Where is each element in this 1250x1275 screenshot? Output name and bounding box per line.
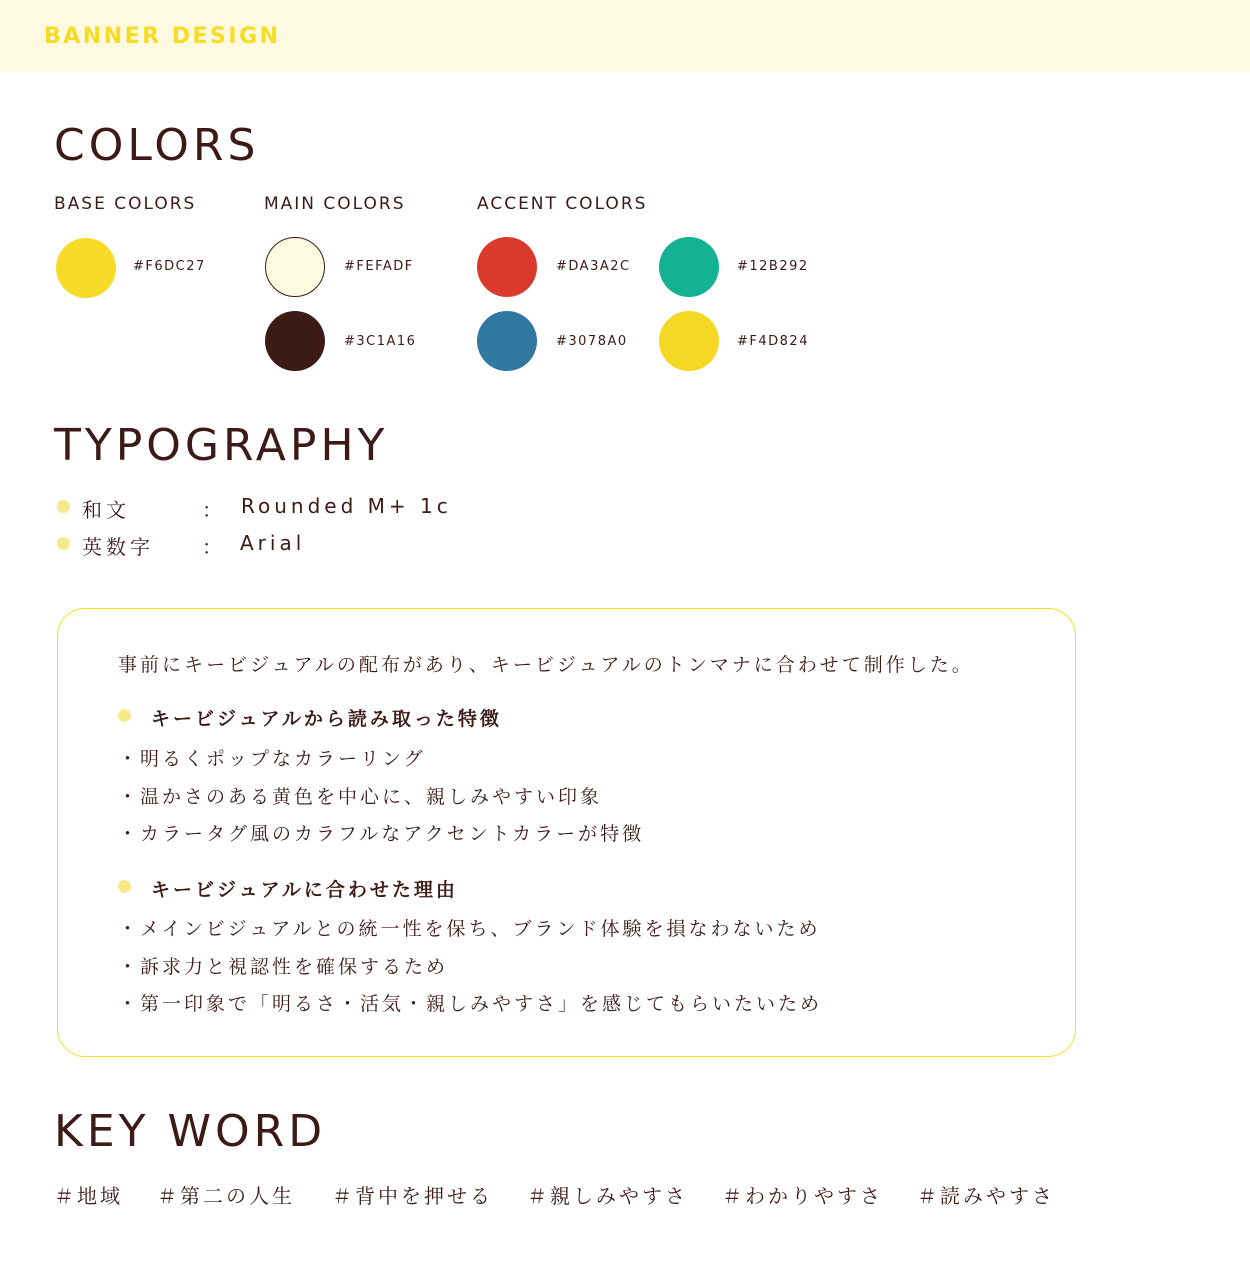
reason-item-1: ・メインビジュアルとの統一性を保ち、ブランド体験を損なわないため	[118, 918, 821, 940]
keyword-tag-4: ＃親しみやすさ	[527, 1184, 688, 1208]
typography-title: TYPOGRAPHY	[54, 420, 389, 471]
typography-sep-2: ：	[202, 535, 226, 559]
concept-intro: 事前にキービジュアルの配布があり、キービジュアルのトンマナに合わせて制作した。	[118, 654, 974, 676]
feature-item-3: ・カラータグ風のカラフルなアクセントカラーが特徴	[118, 823, 645, 845]
keyword-tag-6: ＃読みやすさ	[917, 1184, 1055, 1208]
main-hex-2: #3C1A16	[344, 334, 417, 349]
reason-item-3: ・第一印象で「明るさ・活気・親しみやすさ」を感じてもらいたいため	[118, 993, 823, 1015]
reason-item-2: ・訴求力と視認性を確保するため	[118, 956, 449, 978]
keyword-tag-3: ＃背中を押せる	[332, 1184, 493, 1208]
typography-bullet-1	[57, 500, 70, 513]
accent-hex-2: #12B292	[737, 259, 809, 274]
accent-swatch-2	[659, 237, 719, 297]
keyword-tag-5: ＃わかりやすさ	[722, 1184, 883, 1208]
base-hex-1: #F6DC27	[133, 259, 206, 274]
main-swatch-2	[265, 311, 325, 371]
accent-hex-4: #F4D824	[737, 334, 809, 349]
accent-colors-label: ACCENT COLORS	[477, 194, 648, 214]
feature-item-1: ・明るくポップなカラーリング	[118, 748, 426, 770]
keyword-tag-1: ＃地域	[54, 1184, 123, 1208]
main-hex-1: #FEFADF	[344, 259, 414, 274]
accent-swatch-4	[659, 311, 719, 371]
base-colors-label: BASE COLORS	[54, 194, 197, 214]
accent-swatch-3	[477, 311, 537, 371]
typography-label-1: 和文	[82, 498, 130, 522]
header-title: BANNER DESIGN	[44, 24, 281, 49]
main-colors-label: MAIN COLORS	[264, 194, 406, 214]
reasons-bullet	[118, 880, 131, 893]
typography-font-1: Rounded M+ 1c	[241, 494, 452, 518]
header-bar	[0, 0, 1250, 72]
accent-swatch-1	[477, 237, 537, 297]
main-swatch-1	[265, 237, 325, 297]
keyword-title: KEY WORD	[54, 1106, 327, 1157]
accent-hex-1: #DA3A2C	[556, 259, 631, 274]
base-swatch-1	[56, 238, 116, 298]
typography-bullet-2	[57, 537, 70, 550]
typography-sep-1: ：	[202, 498, 226, 522]
reasons-title: キービジュアルに合わせた理由	[151, 879, 458, 901]
colors-title: COLORS	[54, 120, 260, 171]
features-title: キービジュアルから読み取った特徴	[151, 708, 502, 730]
keyword-tag-2: ＃第二の人生	[157, 1184, 295, 1208]
typography-label-2: 英数字	[82, 535, 154, 559]
accent-hex-3: #3078A0	[556, 334, 628, 349]
feature-item-2: ・温かさのある黄色を中心に、親しみやすい印象	[118, 786, 603, 808]
features-bullet	[118, 709, 131, 722]
typography-font-2: Arial	[240, 531, 306, 555]
